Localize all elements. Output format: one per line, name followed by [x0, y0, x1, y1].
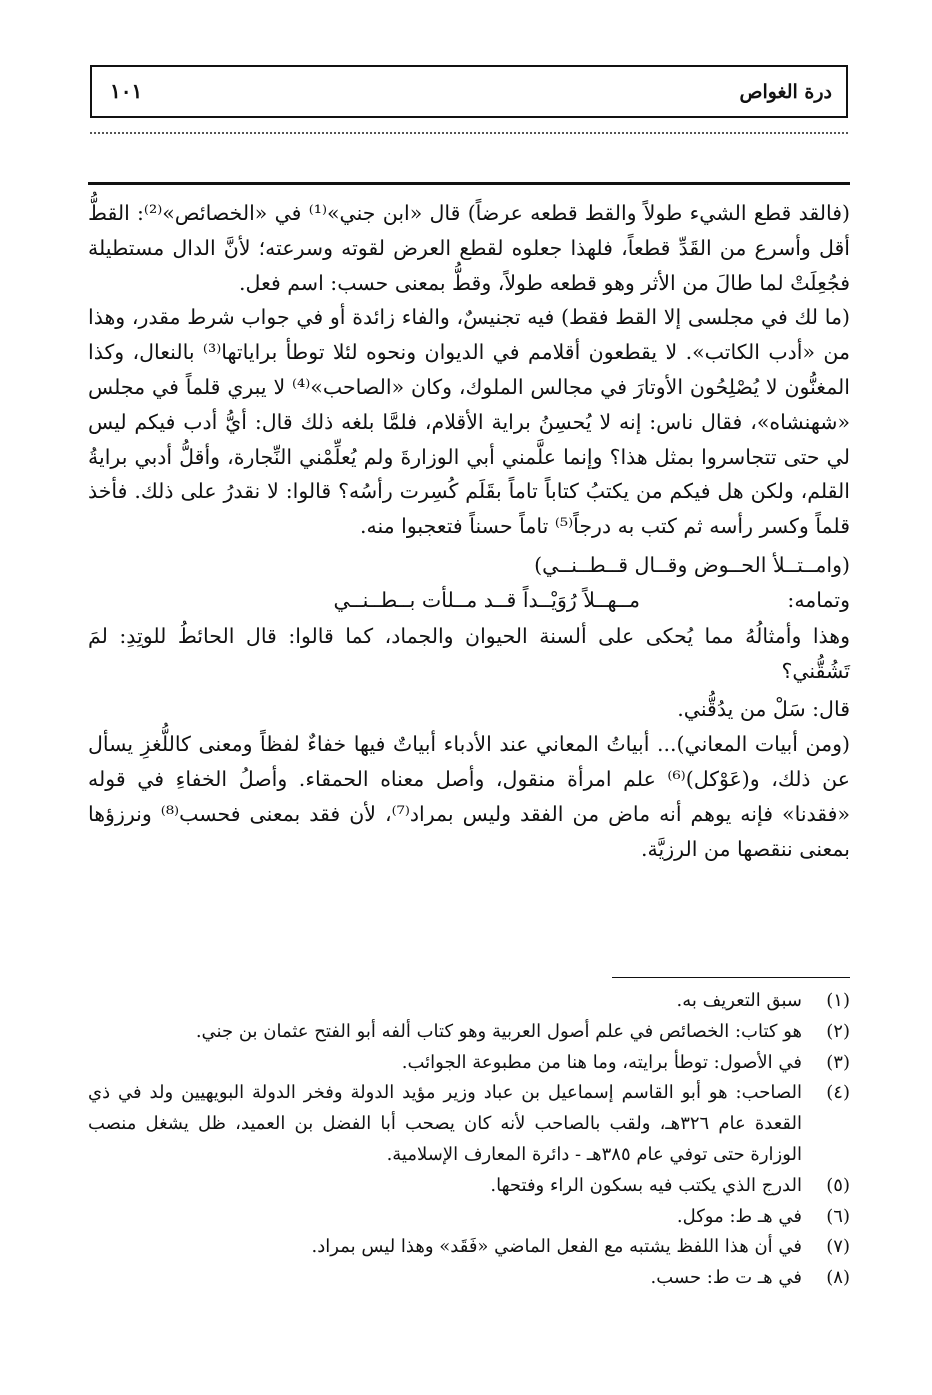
footnote-number: (٤) — [826, 1082, 850, 1104]
main-text — [88, 196, 850, 866]
top-rule — [88, 182, 850, 185]
footnote-1 — [88, 986, 850, 1017]
page-number: ١٠١ — [110, 79, 143, 103]
footnote-text: سبق التعريف به. — [676, 990, 802, 1011]
paragraph-reply: قال: سَلْ من يدُقُّني. — [677, 697, 850, 722]
paragraph-hait: وهذا وأمثالُهُ مما يُحكى على ألسنة الحيوان والجماد، كما قالوا: قال الحائطُ للوتِدِ: لمَ تَشُقُّني؟ — [88, 623, 850, 683]
footnote-number: (٧) — [826, 1236, 850, 1258]
paragraph-qad: (فالقد قطع الشيء طولاً والقط قطعه عرضاً) قال «ابن جني»⁽¹⁾ في «الخصائص»⁽²⁾: القطُّ أقل وأسرع من القَدِّ قطعاً، فلهذا جعلوه لقطع العرض لقوته وسرعته؛ لأنَّ الدال مستطيلة فجُعِلَتْ لما طالَ من الأثر وهو قطعه طولاً، وقطُّ بمعنى حسب: اسم فعل. — [88, 201, 850, 295]
verse-line — [88, 583, 850, 619]
footnote-text: في هـ ت ط: حسب. — [650, 1267, 802, 1289]
footnote-7 — [88, 1232, 850, 1263]
dotted-separator — [90, 132, 848, 134]
footnote-text: الصاحب: هو أبو القاسم إسماعيل بن عباد وزير مؤيد الدولة وفخر الدولة البويهيين ولد في ذي القعدة عام ٣٢٦هـ، ولقب بالصاحب لأنه كان يصحب أبا الفضل بن العميد، ظل يشغل منصب الوزارة حتى توفي عام ٣٨٥هـ - دائرة المعارف الإسلامية. — [88, 1082, 803, 1165]
footnote-8 — [88, 1263, 850, 1294]
paragraph-abyat: (ومن أبيات المعاني)... أبياتُ المعاني عند الأدباء أبياتٌ فيها خفاءٌ لفظاً ومعنى كاللُّغزِ يسأل عن ذلك، و(عَوْكل)⁽⁶⁾ علم امرأة منقول، وأصل معناه الحمقاء. وأصلُ الخفاءِ في قوله «فقدنا» فإنه يوهم أنه ماض من الفقد وليس بمراد⁽⁷⁾، لأن فقد بمعنى فحسب⁽⁸⁾ ونرزؤها بمعنى ننقصها من الرزيَّة. — [88, 732, 851, 861]
footnote-rule — [612, 977, 850, 978]
verse-text: مــهــلاً رُوَيْــداً قــد مــلأت بــطــنــي — [333, 587, 640, 612]
footnote-number: (٣) — [826, 1051, 850, 1073]
footnote-number: (٦) — [826, 1205, 850, 1227]
footnote-number: (١) — [826, 990, 850, 1011]
footnote-text: في هـ ط: موكل. — [676, 1205, 802, 1227]
footnote-6 — [88, 1202, 850, 1233]
paragraph-qatt: (ما لك في مجلسى إلا القط فقط) فيه تجنيسٌ، والفاء زائدة أو في جواب شرط مقدر، وهذا من «أدب الكاتب». لا يقطعون أقلامم في الديوان ونحوه لئلا توطأ براياتها⁽³⁾ بالنعال، وكذا المغنُّون لا يُصْلِحُون الأوتارَ في مجالس الملوك، وكان «الصاحب»⁽⁴⁾ لا يبري قلماً في مجلس «شهنشاه»، فقال ناس: إنه لا يُحسِنُ براية الأقلام، فلمَّا بلغه ذلك قال: أيُّ أدب فيكم ليس لي حتى تتجاسروا بمثل هذا؟ وإنما علَّمني أبي الوزارةَ ولم يُعلِّمْني النِّجارة، وأقلُّ أدبي برايةُ القلم، ولكن هل فيكم من يكتبُ كتاباً تاماً بقَلَم كُسِرت رأسُه؟ قالوا: لا نقدرُ على ذلك. فأخذ قلماً وكسر رأسه ثم كتب به درجاً⁽⁵⁾ تاماً حسناً فتعجبوا منه. — [88, 305, 851, 539]
paragraph-hawd: (وامــتــلأ الحــوض وقــال قــطــنــي) — [534, 552, 850, 577]
footnote-2 — [88, 1017, 850, 1048]
running-header — [90, 65, 848, 118]
footnote-number: (٢) — [826, 1020, 850, 1042]
footnote-4 — [88, 1078, 850, 1170]
footnotes — [88, 986, 850, 1294]
footnote-3 — [88, 1048, 850, 1079]
verse-label: وتمامه: — [787, 587, 850, 612]
footnote-number: (٨) — [826, 1267, 850, 1289]
footnote-number: (٥) — [826, 1174, 850, 1196]
footnote-5 — [88, 1171, 850, 1202]
header-title: درة الغواص — [739, 81, 832, 103]
footnote-text: في أن هذا اللفظ يشتبه مع الفعل الماضي «فَقَد» وهذا ليس بمراد. — [311, 1236, 802, 1258]
footnote-text: هو كتاب: الخصائص في علم أصول العربية وهو كتاب ألفه أبو الفتح عثمان بن جني. — [195, 1020, 802, 1042]
footnote-text: الدرج الذي يكتب فيه بسكون الراء وفتحها. — [490, 1174, 802, 1196]
footnote-text: في الأصول: توطأ برايته، وما هنا من مطبوعة الجوائب. — [401, 1051, 802, 1073]
